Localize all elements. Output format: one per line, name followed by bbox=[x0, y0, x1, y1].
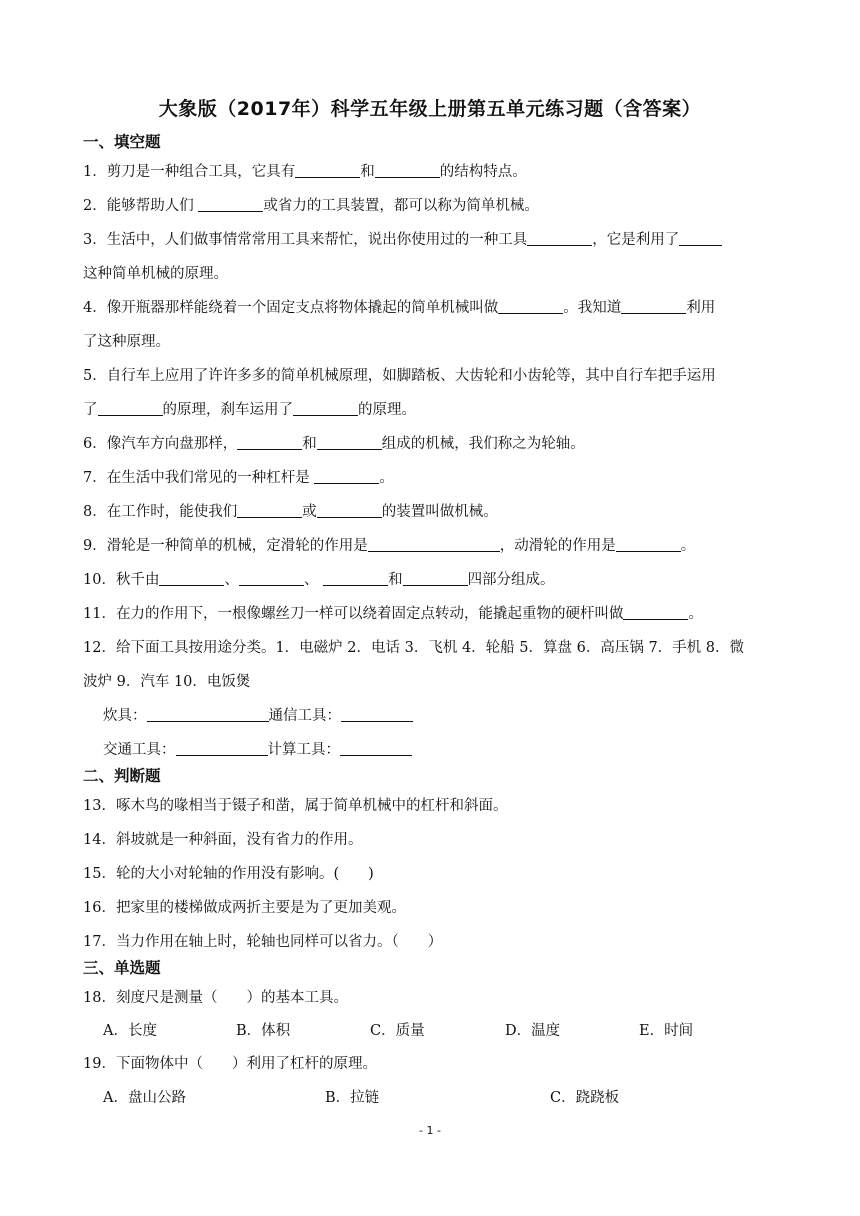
q18-option-a: A．长度 bbox=[103, 1023, 157, 1039]
question-13: 13．啄木鸟的喙相当于镊子和凿，属于简单机械中的杠杆和斜面。 bbox=[83, 798, 508, 814]
section-choice: 三、单选题 bbox=[83, 959, 161, 977]
q19-option-c: C．跷跷板 bbox=[550, 1090, 620, 1106]
q18-option-c: C．质量 bbox=[370, 1023, 425, 1039]
q18-option-e: E．时间 bbox=[639, 1023, 694, 1039]
question-10: 10．秋千由 、 、 和 四部分组成。 bbox=[83, 572, 555, 588]
page-number: - 1 - bbox=[419, 1124, 441, 1137]
question-3: 3．生活中，人们做事情常常用工具来帮忙，说出你使用过的一种工具 ，它是利用了 bbox=[83, 228, 783, 249]
question-12-transport: 交通工具： 计算工具： bbox=[103, 738, 803, 759]
section-fill-in: 一、填空题 bbox=[83, 133, 161, 151]
question-12-cookware: 炊具： 通信工具： bbox=[103, 704, 803, 725]
q19-option-a: A．盘山公路 bbox=[103, 1090, 186, 1106]
question-4: 4．像开瓶器那样能绕着一个固定支点将物体撬起的简单机械叫做 。我知道 利用 bbox=[83, 300, 716, 316]
question-4-cont: 了这种原理。 bbox=[83, 334, 170, 350]
question-1: 1．剪刀是一种组合工具，它具有 和 的结构特点。 bbox=[83, 164, 527, 180]
question-11: 11．在力的作用下，一根像螺丝刀一样可以绕着固定点转动，能撬起重物的硬杆叫做 。 bbox=[83, 606, 703, 622]
question-18: 18．刻度尺是测量（ ）的基本工具。 bbox=[83, 990, 348, 1006]
q19-option-b: B．拉链 bbox=[325, 1090, 380, 1106]
question-7: 7．在生活中我们常见的一种杠杆是 。 bbox=[83, 470, 394, 486]
question-5: 5．自行车上应用了许许多多的简单机械原理，如脚踏板、大齿轮和小齿轮等，其中自行车把手运用 bbox=[83, 368, 716, 384]
page-title: 大象版（2017年）科学五年级上册第五单元练习题（含答案） bbox=[158, 98, 702, 120]
question-16: 16．把家里的楼梯做成两折主要是为了更加美观。 bbox=[83, 900, 406, 916]
question-15: 15．轮的大小对轮轴的作用没有影响。( ) bbox=[83, 866, 374, 882]
question-2: 2．能够帮助人们 或省力的工具装置，都可以称为简单机械。 bbox=[83, 198, 539, 214]
question-17: 17．当力作用在轴上时，轮轴也同样可以省力。（ ） bbox=[83, 934, 443, 950]
question-8: 8．在工作时，能使我们 或 的装置叫做机械。 bbox=[83, 504, 498, 520]
q18-option-b: B．体积 bbox=[236, 1023, 291, 1039]
section-judge: 二、判断题 bbox=[83, 767, 161, 785]
question-9: 9．滑轮是一种简单的机械，定滑轮的作用是 ，动滑轮的作用是 。 bbox=[83, 538, 696, 554]
question-14: 14．斜坡就是一种斜面，没有省力的作用。 bbox=[83, 832, 363, 848]
question-6: 6．像汽车方向盘那样， 和 组成的机械，我们称之为轮轴。 bbox=[83, 436, 585, 452]
question-12: 12．给下面工具按用途分类。1．电磁炉 2．电话 3．飞机 4．轮船 5．算盘 6．高压锅 7．手机 8．微 bbox=[83, 640, 745, 656]
question-12-cont: 波炉 9．汽车 10．电饭煲 bbox=[83, 674, 251, 690]
question-5-cont: 了 的原理，刹车运用了 的原理。 bbox=[83, 402, 416, 418]
q18-option-d: D．温度 bbox=[505, 1023, 561, 1039]
question-19: 19．下面物体中（ ）利用了杠杆的原理。 bbox=[83, 1056, 377, 1072]
question-3-cont: 这种简单机械的原理。 bbox=[83, 266, 228, 282]
